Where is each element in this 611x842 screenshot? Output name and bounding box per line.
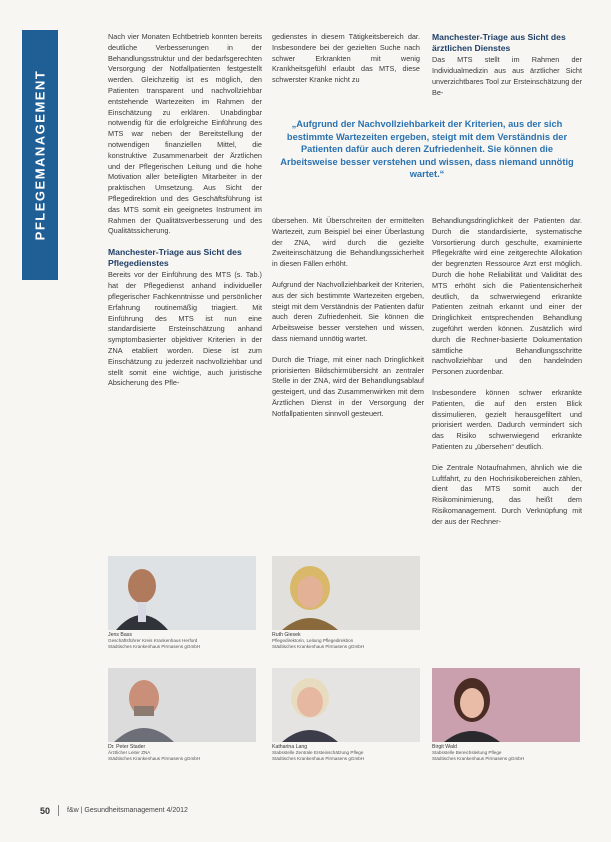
paragraph: Insbesondere können schwer erkrankte Patienten, die auf den ersten Blick dissimulieren, gezielt herausgefiltert und priorisiert werden. Dadurch vermindert sich das Risiko schwerwiegend erkrankte Patienten zu „übersehen“ deutlich.	[432, 387, 582, 451]
paragraph: Bereits vor der Einführung des MTS (s. Tab.) hat der Pflegedienst anhand individueller pflegerischer Fachkenntnisse und persönlicher Erfahrung routinemäßig triagiert. Mit Einführung des MTS ist nun eine standardisierte Ersteinschätzung anhand symptombasierter objektiver Kriterien in der ZNA etabliert worden. Diese ist zum Einschätzung zu jederzeit nachvollziehbar und stellt somit eine wichtige, auch juristische Absicherung des Pfle-	[108, 270, 262, 388]
paragraph: Durch die Triage, mit einer nach Dringlichkeit priorisierten Bildschirmübersicht an zentraler Stelle in der ZNA, wird der Behandlungsablauf gesteigert, und das Zusammenwirken mit dem Ärztlichen Dienst in der Versorgung der Notfallpatienten sinnvoll gesteuert.	[272, 354, 424, 418]
portrait-photo-5	[432, 668, 582, 742]
pull-quote: „Aufgrund der Nachvollziehbarkeit der Kriterien, aus der sich bestimmte Wartezeiten ergeben, steigt mit dem Verständnis der Patienten dafür auch deren Zufriedenheit. Sie können die Arbeitsweise besser verstehen und wissen, dass niemand unnötig wartet.“	[280, 119, 574, 179]
portrait-photo-4	[272, 668, 420, 742]
paragraph: übersehen. Mit Überschreiten der ermittelten Wartezeit, zum Beispiel bei einer Überlastung der ZNA, wird durch die gezielte Zweiteinschätzung die Behandlungssicherheit in diesen Fällen erhöht.	[272, 216, 424, 269]
journal-name: f&w | Gesundheitsmanagement 4/2012	[67, 807, 188, 814]
paragraph: Aufgrund der Nachvollziehbarkeit der Kriterien, aus der sich bestimmte Wartezeiten ergeben, steigt mit dem Verständnis der Patienten dafür auch deren Zufriedenheit. Sie können die Arbeitsweise besser verstehen und wissen, dass niemand unnötig wartet.	[272, 279, 424, 343]
section-heading: Manchester-Triage aus Sicht des Pflegedienstes	[108, 247, 242, 268]
portrait-photo-2	[272, 556, 420, 630]
column-2	[272, 216, 424, 430]
column-3	[432, 216, 582, 538]
caption-3: Dr. Peter Stader Ärztlicher Leiter ZNA Städtisches Krankenhaus Pirmasens gGmbH	[108, 744, 201, 761]
column-1	[108, 32, 262, 399]
caption-1: Jens Bass Geschäftsführer Kreis Krankenhaus Herford Städtisches Krankenhaus Pirmasens gGmbH	[108, 632, 201, 649]
caption-4: Katharina Lang Stabsstelle Zentrale Ersteinschätzung Pflege Städtisches Krankenhaus Pirmasens gGmbH	[272, 744, 365, 761]
portrait-photo-1	[108, 556, 256, 630]
divider	[58, 805, 59, 816]
paragraph: Behandlungsdringlichkeit der Patienten dar. Durch die standardisierte, systematische Vorsortierung durch geschulte, examinierte Pflegekräfte wird eine zeitgerechte Allokation der begrenzten Ressource Arzt erst möglich. Durch die hohe Reliabilität und Validität des MTS erhöht sich die Patientensicherheit deutlich, da schwerwiegend erkrankte Patienten zeitnah erkannt und einer der Dringlichkeit entsprechenden Behandlung zugeführt werden können. Zusätzlich wird durch die Rechner-basierte Dokumentation sämtliche Behandlungsschritte nachvollziehbar und den handelnden Personen zuordenbar.	[432, 216, 582, 377]
page-number: 50	[40, 805, 51, 816]
column-3-top	[432, 32, 582, 108]
paragraph: gedienstes in diesem Tätigkeitsbereich dar. Insbesondere bei der gezielten Suche nach schwer Erkrankten mit wenig Krankheitsgefühl erlaubt das MTS, diese schwerster Kranke nicht zu	[272, 32, 420, 85]
section-tab: PFLEGEMANAGEMENT	[22, 30, 58, 280]
section-heading: Manchester-Triage aus Sicht des ärztlichen Dienstes	[432, 32, 566, 53]
caption-5: Birgit Wald Stabsstelle Bereichsleitung Pflege Städtisches Krankenhaus Pirmasens gGmbH	[432, 744, 525, 761]
paragraph: Die Zentrale Notaufnahmen, ähnlich wie die Luftfahrt, zu den Hochrisikobereichen zählen, dient das MTS somit auch der Risikominimierung, das heißt dem Risikomanagement. Durch Verknüpfung mit der aus der Rechner-	[432, 462, 582, 526]
paragraph: Nach vier Monaten Echtbetrieb konnten bereits deutliche Verbesserungen in der Behandlungsstruktur und der bedarfsgerechten Versorgung der Notfallpatienten festgestellt werden. Gleichzeitig ist es möglich, den Patienten transparent und nachvollziehbar entstehende Wartezeiten im Rahmen der Einschätzung zu erklären. Unabdingbar notwendig für die erfolgreiche Einführung des MTS war neben der Bereitstellung der notwendigen finanziellen Mittel, die konstruktive Zusammenarbeit der Ärztlichen und der Pflegerischen Leitung und die hohe Motivation aller beteiligten Mitarbeiter in der praktischen Umsetzung. Aus Sicht der Pflegedirektion und des Geschäftsführung ist das MTS somit ein geeignetes Instrument im Rahmen der Qualitätsverbesserung und des Qualitätssicherung.	[108, 32, 262, 236]
paragraph: Das MTS stellt im Rahmen der Individualmedizin aus aus ärztlicher Sicht unverzichtbares Tool zur Ersteinschätzung der Be-	[432, 55, 582, 97]
caption-2: Ruth Giesek Pflegedirektorin, Leitung Pflegedirektion Städtisches Krankenhaus Pirmasens gGmbH	[272, 632, 365, 649]
portrait-photo-3	[108, 668, 256, 742]
page-footer	[40, 805, 188, 816]
column-2-top	[272, 32, 420, 96]
